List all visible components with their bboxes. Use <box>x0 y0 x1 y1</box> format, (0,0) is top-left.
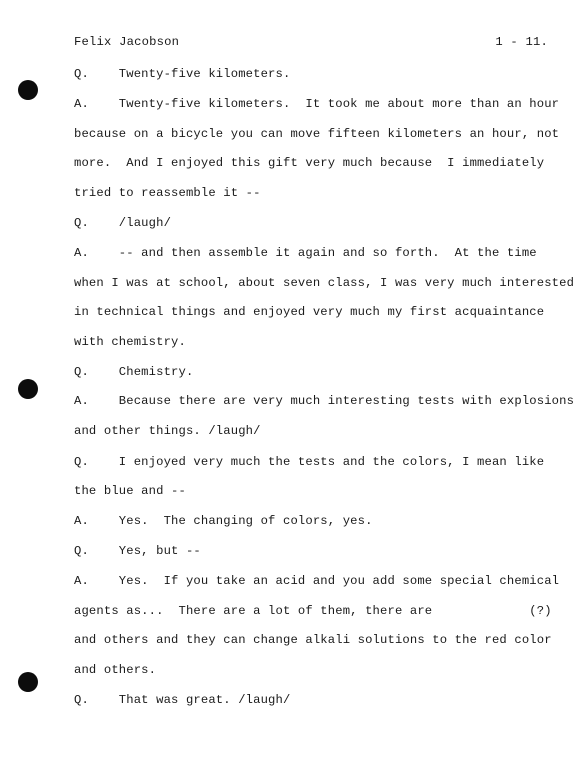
transcript-line: Q. Chemistry. <box>74 365 194 379</box>
header-name: Felix Jacobson <box>74 35 180 49</box>
transcript-line: Q. /laugh/ <box>74 216 172 230</box>
transcript-line: Q. That was great. /laugh/ <box>74 693 291 707</box>
transcript-line: the blue and -- <box>74 484 186 498</box>
transcript-line: and others. <box>74 663 157 677</box>
transcript-line: in technical things and enjoyed very much my first acquaintance <box>74 305 545 319</box>
transcript-line: A. Yes. If you take an acid and you add some special chemical <box>74 574 560 588</box>
transcript-line: A. Because there are very much interesting tests with explosions <box>74 394 575 408</box>
transcript-line: A. Twenty-five kilometers. It took me about more than an hour <box>74 97 560 111</box>
binder-hole-middle <box>18 379 38 399</box>
page-number: 1 - 11. <box>495 35 548 49</box>
transcript-line: Q. I enjoyed very much the tests and the colors, I mean like <box>74 455 545 469</box>
binder-hole-bottom <box>18 672 38 692</box>
transcript-line: and other things. /laugh/ <box>74 424 261 438</box>
transcript-line: Q. Twenty-five kilometers. <box>74 67 291 81</box>
transcript-line: A. Yes. The changing of colors, yes. <box>74 514 373 528</box>
transcript-line: more. And I enjoyed this gift very much because I immediately <box>74 156 545 170</box>
transcript-line: agents as... There are a lot of them, there are (?) <box>74 604 552 618</box>
transcript-line: because on a bicycle you can move fifteen kilometers an hour, not <box>74 127 560 141</box>
binder-hole-top <box>18 80 38 100</box>
transcript-line: when I was at school, about seven class, I was very much interested <box>74 276 575 290</box>
transcript-line: A. -- and then assemble it again and so forth. At the time <box>74 246 537 260</box>
transcript-line: tried to reassemble it -- <box>74 186 261 200</box>
transcript-line: Q. Yes, but -- <box>74 544 201 558</box>
transcript-line: with chemistry. <box>74 335 186 349</box>
transcript-line: and others and they can change alkali solutions to the red color <box>74 633 552 647</box>
